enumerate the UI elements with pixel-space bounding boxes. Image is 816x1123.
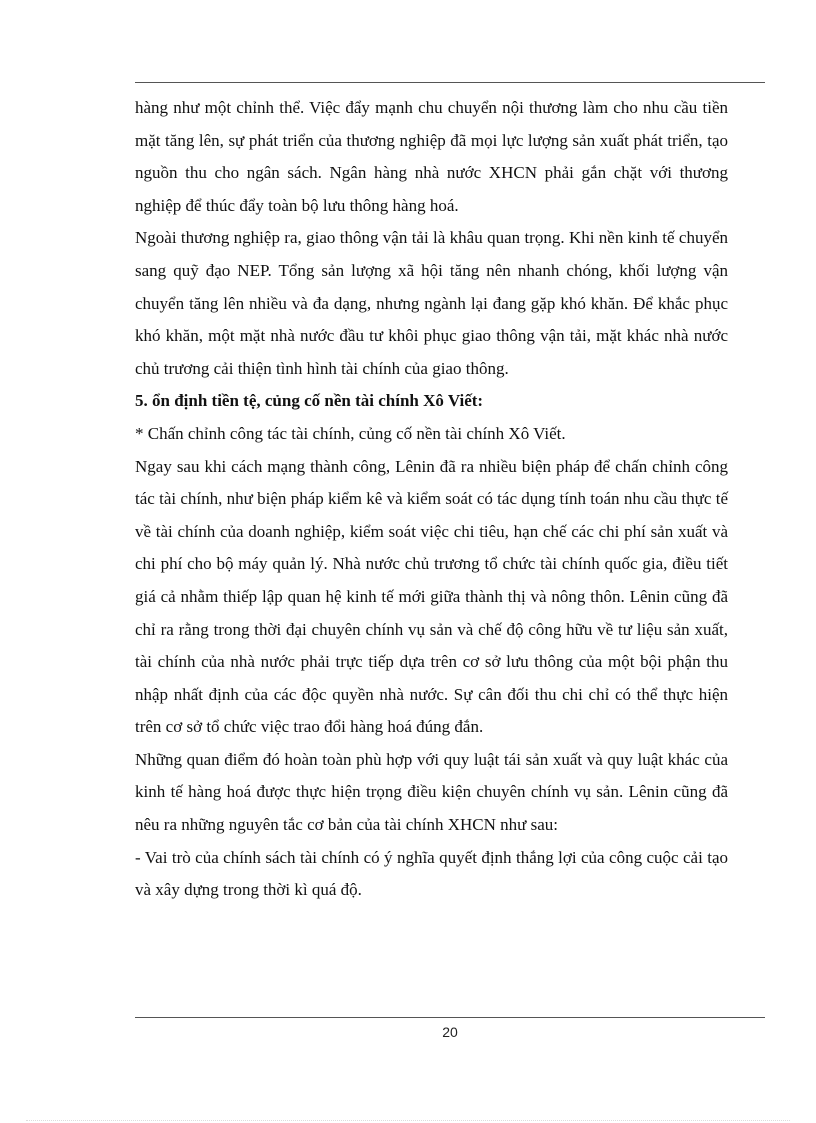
paragraph-finance: Ngay sau khi cách mạng thành công, Lênin đã ra nhiều biện pháp để chấn chỉnh công tác tài chính, như biện pháp kiểm kê và kiểm soát có tác dụng tính toán nhu cầu thực tế về tài chính của doanh nghiệp, kiểm soát việc chi tiêu, hạn chế các chi phí sản xuất và chi phí cho bộ máy quản lý. Nhà nước chủ trương tổ chức tài chính quốc gia, điều tiết giá cả nhằm thiếp lập quan hệ kinh tế mới giữa thành thị và nông thôn. Lênin cũng đã chỉ ra rằng trong thời đại chuyên chính vụ sản và chế độ công hữu về tư liệu sản xuất, tài chính của nhà nước phải trực tiếp dựa trên cơ sở lưu thông của một bội phận thu nhập nhất định của các độc quyền nhà nước. Sự cân đối thu chi chỉ có thể thực hiện trên cơ sở tổ chức việc trao đổi hàng hoá đúng đắn.	[135, 456, 728, 737]
header-rule	[135, 82, 765, 83]
paragraph-transport: Ngoài thương nghiệp ra, giao thông vận tải là khâu quan trọng. Khi nền kinh tế chuyển sang quỹ đạo NEP. Tổng sản lượng xã hội tăng nên nhanh chóng, khối lượng vận chuyển tăng lên nhiều và đa dạng, nhưng ngành lại đang gặp khó khăn. Để khắc phục khó khăn, một mặt nhà nước đầu tư khôi phục giao thông vận tải, mặt khác nhà nước chủ trương cải thiện tình hình tài chính của giao thông.	[135, 228, 728, 378]
body-text	[135, 92, 728, 907]
footer-rule	[135, 1017, 765, 1018]
section-heading: 5. ổn định tiền tệ, củng cố nền tài chính Xô Viết:	[135, 391, 484, 411]
subheading: * Chấn chỉnh công tác tài chính, củng cố nền tài chính Xô Viết.	[135, 423, 566, 443]
page-number: 20	[442, 1024, 458, 1040]
list-item-policy: - Vai trò của chính sách tài chính có ý nghĩa quyết định thắng lợi của công cuộc cải tạo và xây dựng trong thời kì quá độ.	[135, 847, 728, 900]
paragraph-commerce: hàng như một chỉnh thể. Việc đẩy mạnh chu chuyển nội thương làm cho nhu cầu tiền mặt tăng lên, sự phát triển của thương nghiệp đã mọi lực lượng sản xuất phát triển, tạo nguồn thu cho ngân sách. Ngân hàng nhà nước XHCN phải gắn chặt với thương nghiệp để thúc đẩy toàn bộ lưu thông hàng hoá.	[135, 98, 728, 215]
page-edge-dots	[26, 1120, 790, 1121]
paragraph-principles: Những quan điểm đó hoàn toàn phù hợp với quy luật tái sản xuất và quy luật khác của kinh tế hàng hoá được thực hiện trọng điều kiện chuyên chính vụ sản. Lênin cũng đã nêu ra những nguyên tắc cơ bản của tài chính XHCN như sau:	[135, 749, 728, 835]
